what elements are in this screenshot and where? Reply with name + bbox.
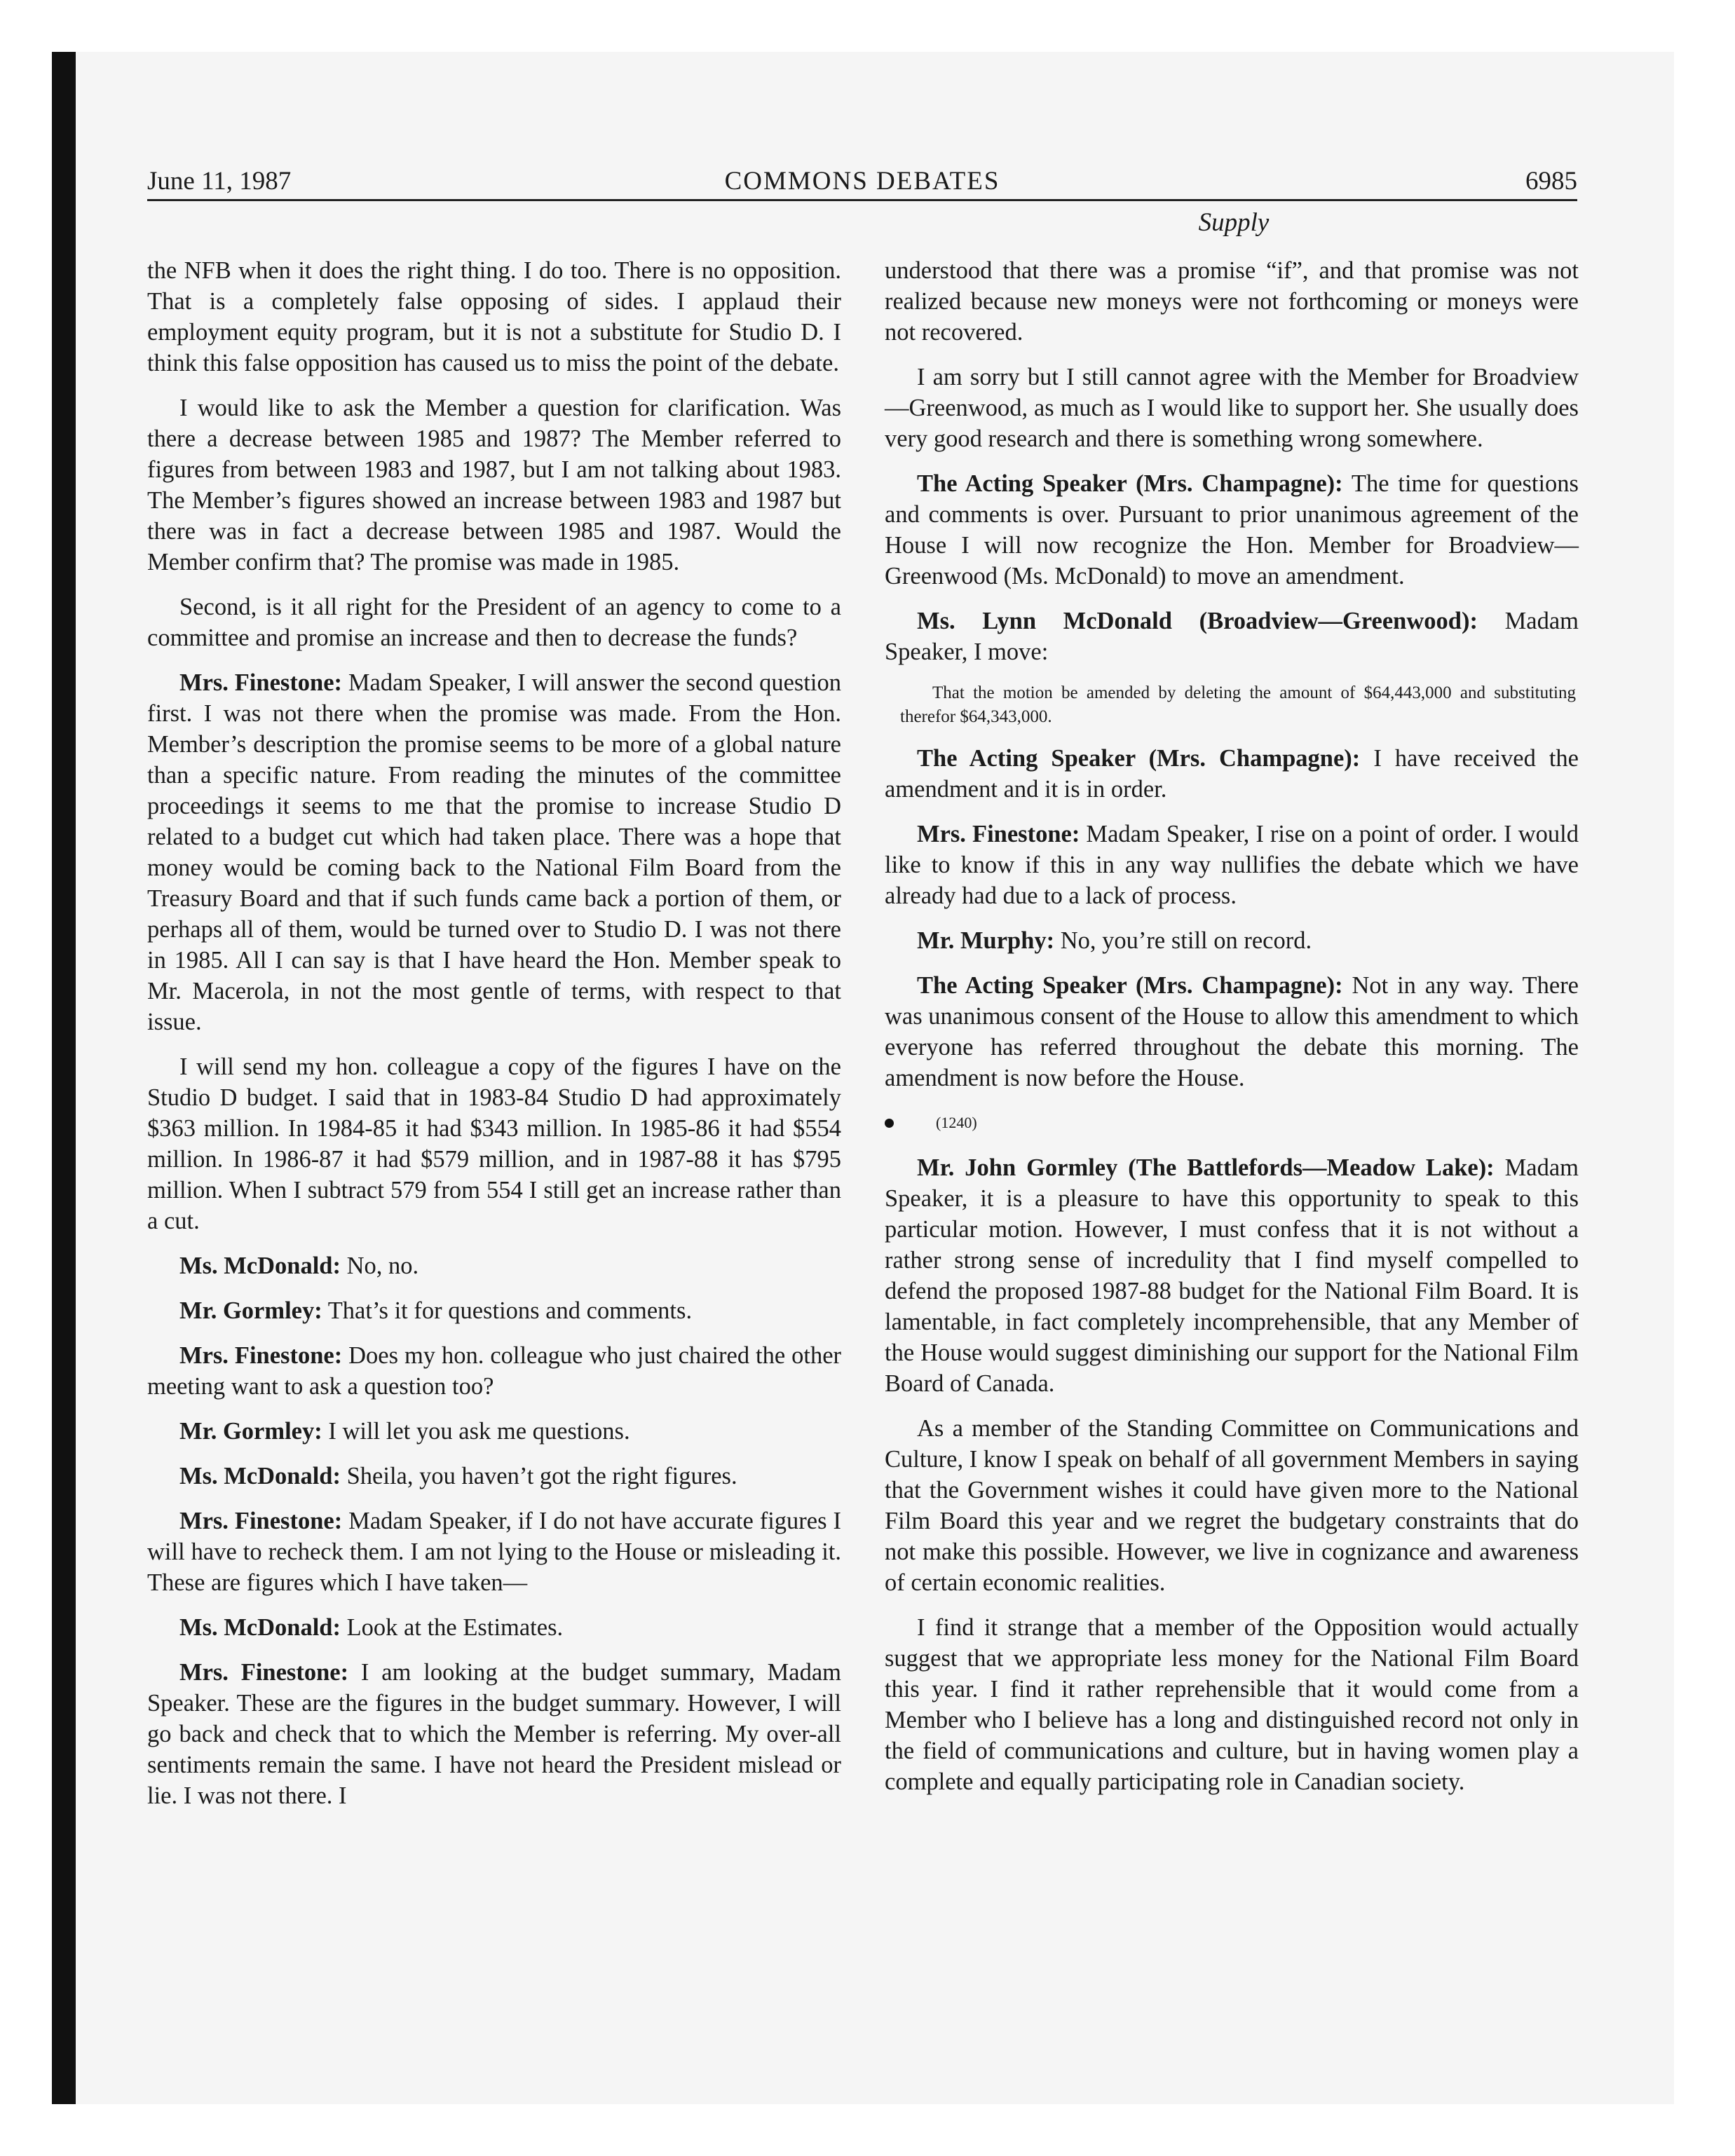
paragraph [147,667,841,1037]
paragraph [885,819,1579,911]
paragraph-text: I find it strange that a member of the Opposition would actually suggest that we appropriate less money for the National Film Board this year. I find it rather reprehensible that it would come from a Member who I believe has a long and distinguished record not only in the field of communications and culture, but in having women play a complete and equally participating role in Canadian society. [885,1614,1579,1795]
time-marker [885,1107,1579,1138]
paragraph-text: I would like to ask the Member a question for clarification. Was there a decrease between 1985 and 1987? The Member referred to figures from between 1983 and 1987, but I am not talking about 1983. The Member’s figures showed an increase between 1983 and 1987 but there was in fact a decrease between 1985 and 1987. Would the Member confirm that? The promise was made in 1985. [147,395,841,575]
speaker-name: Mr. Gormley: [179,1297,322,1324]
paragraph [885,362,1579,454]
paragraph-text: That the motion be amended by deleting the amount of $64,443,000 and substituting therefor $64,343,000. [900,683,1576,726]
bullet-icon [885,1119,894,1128]
paragraph-text: Not in any way. There was unanimous consent of the House to allow this amendment to which everyone has referred throughout the debate this morning. The amendment is now before the House. [885,972,1579,1091]
paragraph [885,606,1579,667]
paragraph-text: Madam Speaker, I will answer the second question first. I was not there when the promise was made. From the Hon. Member’s description the promise seems to be more of a global nature than a specific nature. From reading the minutes of the committee proceedings it seems to me that the promise to increase Studio D related to a budget cut which had taken place. There was a hope that money would be coming back to the National Film Board from the Treasury Board and that if such funds came back a portion of them, or perhaps all of them, would be turned over to Studio D. I was not there in 1985. All I can say is that I have heard the Hon. Member speak to Mr. Macerola, in not the most gentle of terms, with respect to that issue. [147,669,842,1035]
speaker-name: Ms. McDonald: [179,1463,341,1489]
speaker-name: Mrs. Finestone: [179,1508,343,1534]
paragraph-text: Madam Speaker, I move: [885,608,1579,665]
speaker-name: The Acting Speaker (Mrs. Champagne): [917,470,1343,497]
right-column [885,255,1579,1811]
paragraph-text: understood that there was a promise “if”, and that promise was not realized because new moneys were not forthcoming or moneys were not recovered. [885,257,1579,346]
speaker-name: Ms. Lynn McDonald (Broadview—Greenwood): [917,608,1478,634]
header-date: June 11, 1987 [147,167,292,196]
paragraph-text: That’s it for questions and comments. [322,1297,693,1324]
speaker-name: The Acting Speaker (Mrs. Champagne): [917,972,1343,999]
paragraph-text: I will send my hon. colleague a copy of the figures I have on the Studio D budget. I said that in 1983-84 Studio D had approximately $363 million. In 1984-85 it had $343 million. In 1985-86 it had $554 million. In 1986-87 it had $579 million, and in 1987-88 it has $795 million. When I subtract 579 from 554 I still get an increase rather than a cut. [147,1053,841,1234]
page-header [147,161,1577,201]
paragraph [147,1612,841,1643]
paragraph [147,592,841,653]
paragraph [147,1051,841,1236]
paragraph [147,393,841,578]
paragraph-text: The time for questions and comments is over. Pursuant to prior unanimous agreement of the House I will now recognize the Hon. Member for Broadview—Greenwood (Ms. McDonald) to move an amendment. [885,470,1579,589]
paragraph-text: Madam Speaker, if I do not have accurate figures I will have to recheck them. I am not lying to the House or misleading it. These are figures which I have taken— [147,1508,841,1596]
paragraph-text: Does my hon. colleague who just chaired the other meeting want to ask a question too? [147,1342,841,1400]
motion-text [885,681,1579,729]
paragraph-text: Madam Speaker, I rise on a point of order. I would like to know if this in any way nullifies the debate which we have already had due to a lack of process. [885,821,1579,909]
paragraph-text: I have received the amendment and it is in order. [885,745,1579,803]
paragraph-text: I am sorry but I still cannot agree with the Member for Broadview—Greenwood, as much as I would like to support her. She usually does very good research and there is something wrong somewhere. [885,364,1579,452]
paragraph-text: the NFB when it does the right thing. I do too. There is no opposition. That is a completely false opposing of sides. I applaud their employment equity program, but it is not a substitute for Studio D. I think this false opposition has caused us to miss the point of the debate. [147,257,841,376]
paragraph [885,1413,1579,1598]
paragraph [885,1152,1579,1399]
paragraph [147,255,841,378]
paragraph-text: Madam Speaker, it is a pleasure to have this opportunity to speak to this particular motion. However, I must confess that it is not without a rather strong sense of incredulity that I find myself compelled to defend the proposed 1987-88 budget for the National Film Board. It is lamentable, in fact completely incomprehensible, that any Member of the House would suggest diminishing our support for the National Film Board of Canada. [885,1154,1579,1397]
paragraph-text: No, no. [340,1253,419,1279]
speaker-name: Mrs. Finestone: [179,1659,349,1686]
paragraph [885,743,1579,805]
paragraph [147,1340,841,1402]
paragraph [885,1612,1579,1797]
speaker-name: Mrs. Finestone: [179,669,343,696]
paragraph-text: Sheila, you haven’t got the right figures. [340,1463,737,1489]
paragraph-text: I am looking at the budget summary, Madam Speaker. These are the figures in the budget summary. However, I will go back and check that to which the Member is referring. My over-all sentiments remain the same. I have not heard the President mislead or lie. I was not there. I [147,1659,841,1809]
page-number: 6985 [1525,167,1577,196]
speaker-name: Mr. John Gormley (The Battlefords—Meadow Lake): [917,1154,1495,1181]
paragraph [885,468,1579,592]
paragraph [885,255,1579,348]
paragraph [885,925,1579,956]
left-column [147,255,841,1825]
paragraph-text: Look at the Estimates. [340,1614,564,1641]
speaker-name: Ms. McDonald: [179,1253,341,1279]
paragraph [147,1416,841,1447]
paragraph-text: As a member of the Standing Committee on Communications and Culture, I know I speak on behalf of all government Members in saying that the Government wishes it could have given more to the National Film Board this year and we regret the budgetary constraints that do not make this possible. However, we live in cognizance and awareness of certain economic realities. [885,1415,1579,1596]
time-stamp: (1240) [936,1114,977,1131]
paragraph [885,970,1579,1093]
speaker-name: Mrs. Finestone: [917,821,1080,847]
header-title: COMMONS DEBATES [724,167,1000,196]
speaker-name: Mrs. Finestone: [179,1342,343,1369]
paragraph-text: I will let you ask me questions. [322,1418,630,1445]
paragraph [147,1250,841,1281]
speaker-name: Mr. Gormley: [179,1418,322,1445]
paragraph [147,1657,841,1811]
paragraph [147,1295,841,1326]
paragraph-text: No, you’re still on record. [1054,927,1312,954]
speaker-name: Ms. McDonald: [179,1614,341,1641]
speaker-name: The Acting Speaker (Mrs. Champagne): [917,745,1361,772]
paragraph [147,1461,841,1492]
speaker-name: Mr. Murphy: [917,927,1055,954]
paragraph [147,1506,841,1598]
paragraph-text: Second, is it all right for the President of an agency to come to a committee and promise an increase and then to decrease the funds? [147,594,841,651]
running-head: Supply [1198,208,1270,237]
scan-edge [52,52,76,2104]
